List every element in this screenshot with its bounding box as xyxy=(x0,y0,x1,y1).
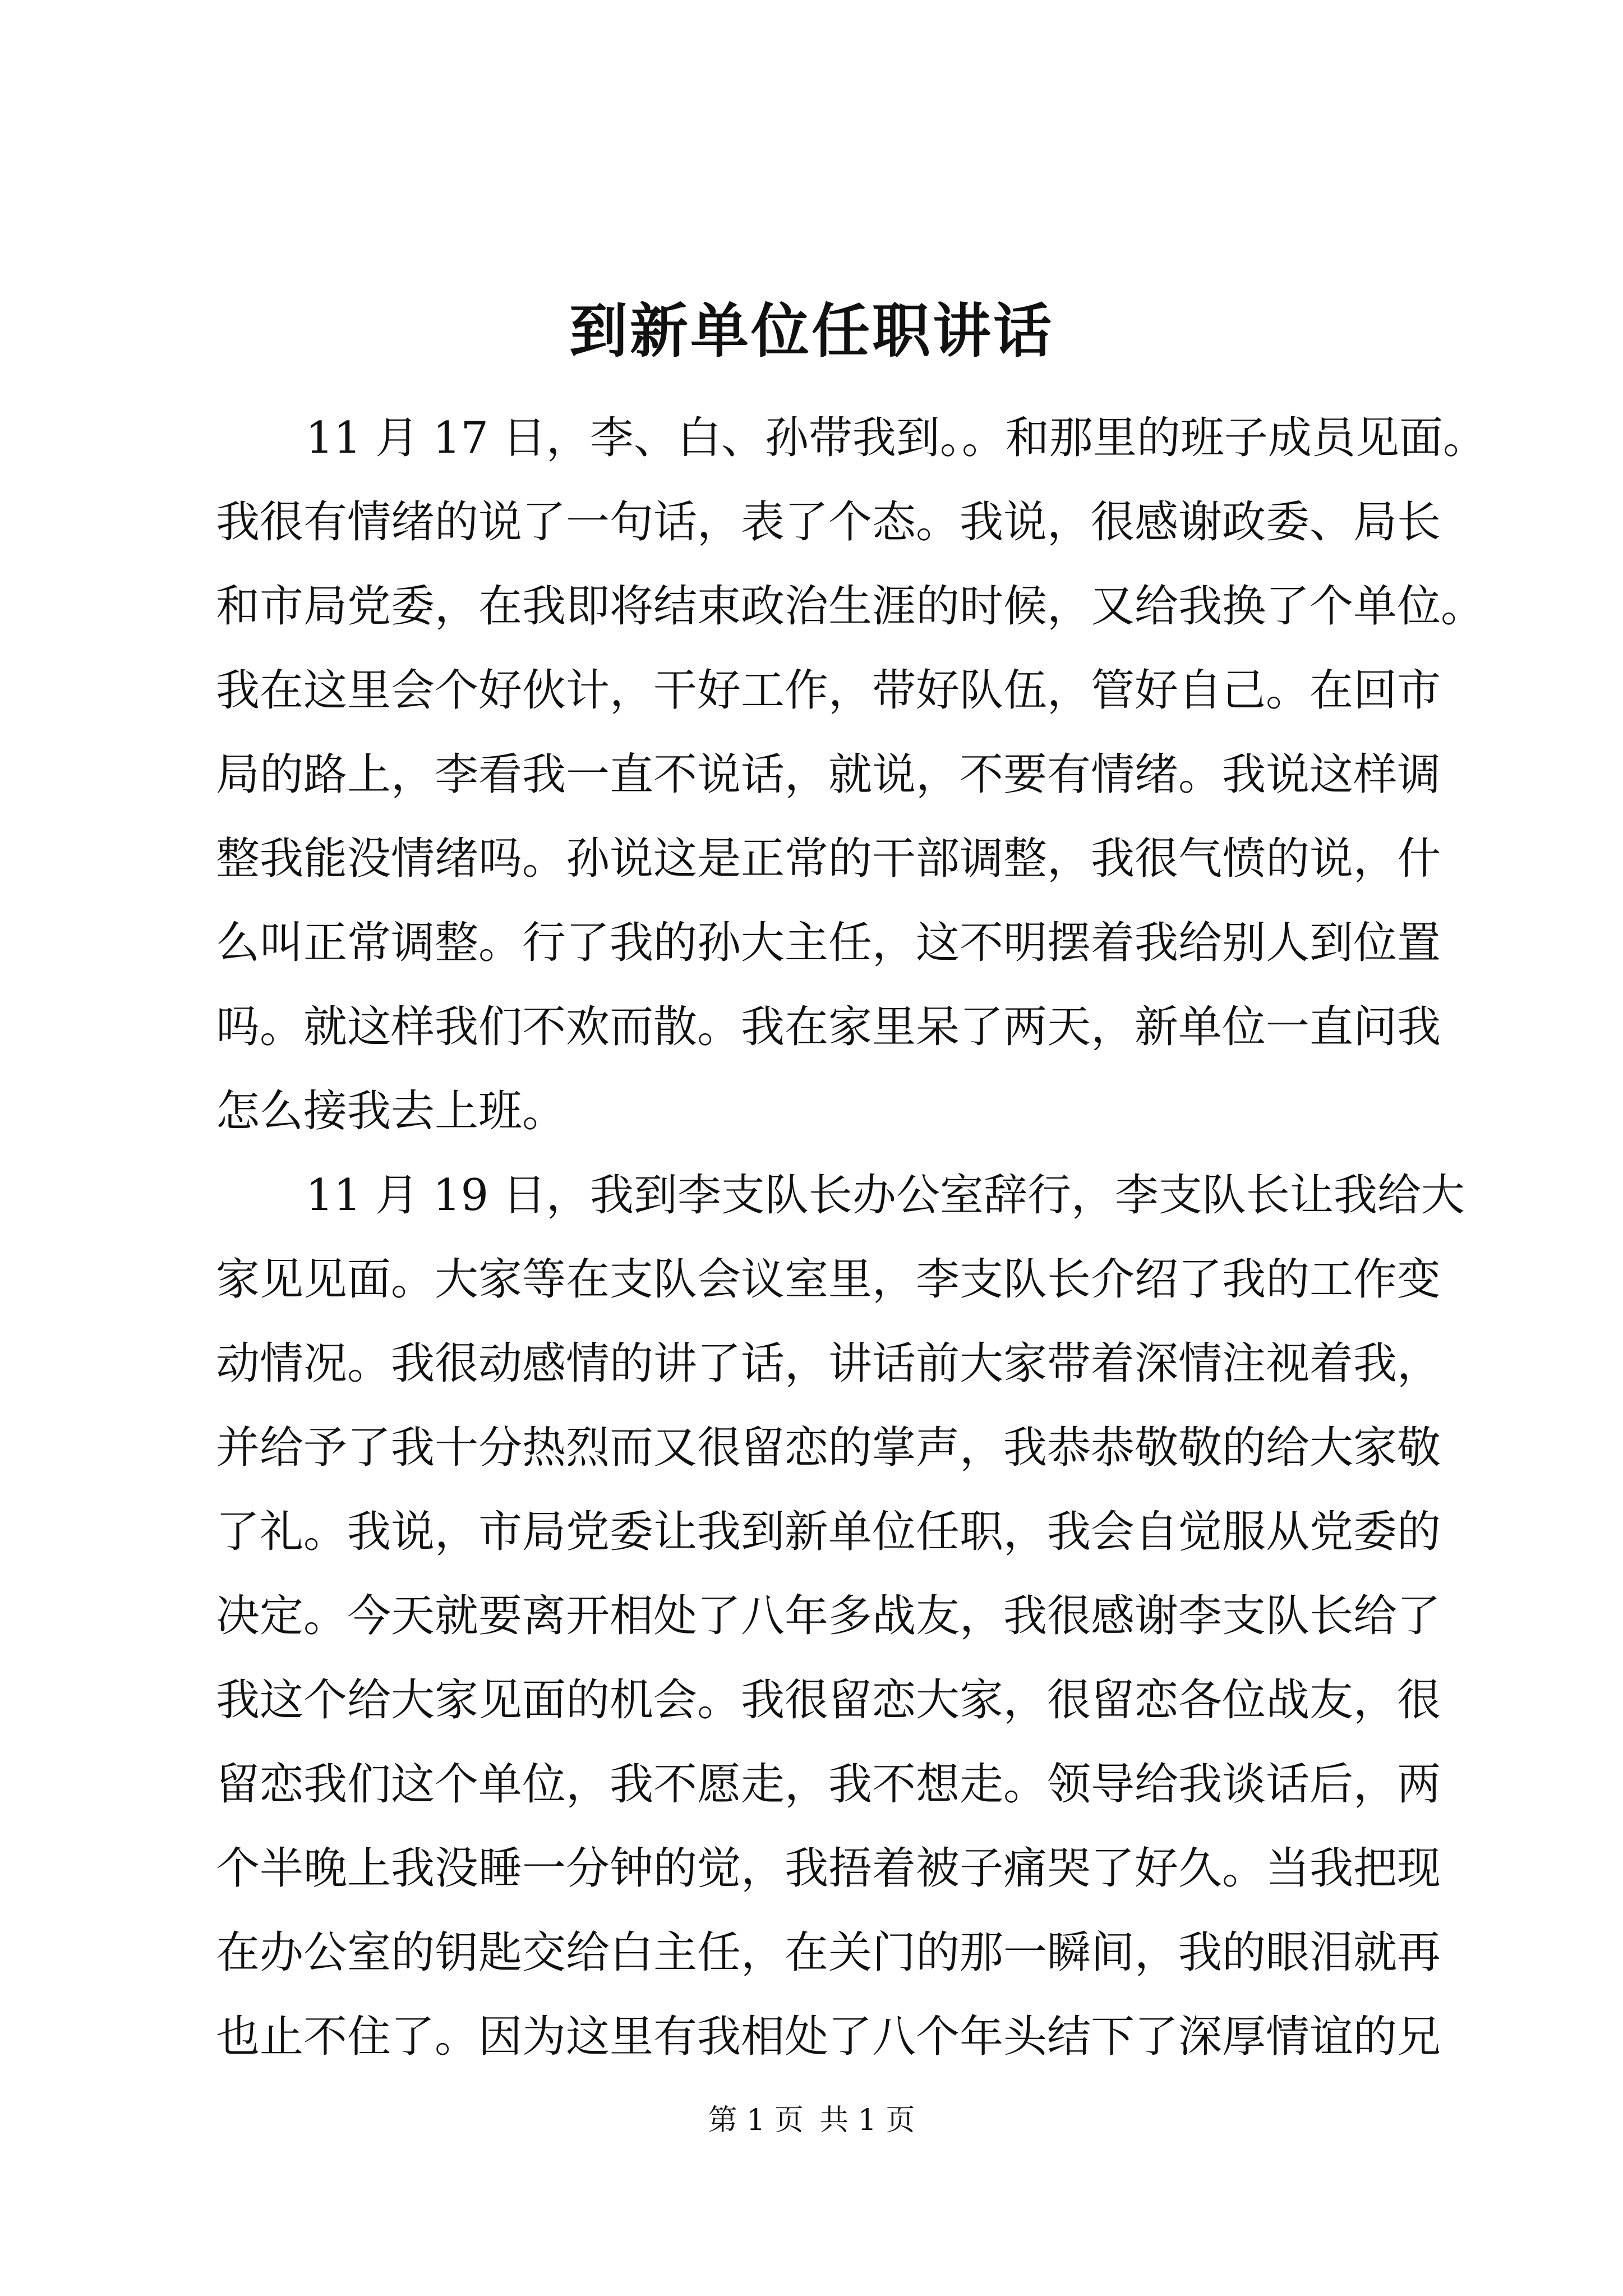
paragraph-2 xyxy=(216,1153,1465,2079)
paragraph-line: 我在这里会个好伙计，干好工作，带好队伍，管好自己。在回市 xyxy=(216,665,1441,716)
document-title: 到新单位任职讲话 xyxy=(569,296,1054,365)
paragraph-line: 个半晚上我没睡一分钟的觉，我捂着被子痛哭了好久。当我把现 xyxy=(216,1843,1441,1894)
paragraph-line: 也止不住了。因为这里有我相处了八个年头结下了深厚情谊的兄 xyxy=(216,2012,1441,2062)
paragraph-line: 我这个给大家见面的机会。我很留恋大家，很留恋各位战友，很 xyxy=(216,1675,1441,1726)
paragraph-line: 11 月 17 日，李、白、孙带我到。。和那里的班子成员见面。 xyxy=(306,413,1487,463)
paragraph-line: 我很有情绪的说了一句话，表了个态。我说，很感谢政委、局长 xyxy=(216,497,1441,547)
paragraph-line: 么叫正常调整。行了我的孙大主任，这不明摆着我给别人到位置 xyxy=(216,918,1441,968)
paragraph-line: 留恋我们这个单位，我不愿走，我不想走。领导给我谈话后，两 xyxy=(216,1759,1441,1810)
paragraph-line: 和市局党委，在我即将结束政治生涯的时候，又给我换了个单位。 xyxy=(216,581,1485,632)
paragraph-line: 决定。今天就要离开相处了八年多战友，我很感谢李支队长给了 xyxy=(216,1591,1441,1641)
paragraph-line: 11 月 19 日，我到李支队长办公室辞行，李支队长让我给大 xyxy=(306,1170,1465,1221)
paragraph-line: 局的路上，李看我一直不说话，就说，不要有情绪。我说这样调 xyxy=(216,749,1441,800)
page-footer xyxy=(0,2101,1623,2140)
paragraph-line: 整我能没情绪吗。孙说这是正常的干部调整，我很气愤的说，什 xyxy=(216,834,1441,884)
page-number: 第 1 页 xyxy=(708,2104,804,2137)
paragraph-1 xyxy=(216,396,1487,1153)
paragraph-line: 动情况。我很动感情的讲了话，讲话前大家带着深情注视着我， xyxy=(216,1338,1441,1389)
page-total: 共 1 页 xyxy=(819,2104,915,2137)
paragraph-line: 吗。就这样我们不欢而散。我在家里呆了两天，新单位一直问我 xyxy=(216,1002,1441,1052)
paragraph-line: 家见见面。大家等在支队会议室里，李支队长介绍了我的工作变 xyxy=(216,1254,1441,1305)
paragraph-line: 并给予了我十分热烈而又很留恋的掌声，我恭恭敬敬的给大家敬 xyxy=(216,1423,1441,1473)
paragraph-line: 怎么接我去上班。 xyxy=(216,1086,566,1137)
paragraph-line: 在办公室的钥匙交给白主任，在关门的那一瞬间，我的眼泪就再 xyxy=(216,1927,1441,1978)
paragraph-line: 了礼。我说，市局党委让我到新单位任职，我会自觉服从党委的 xyxy=(216,1507,1441,1557)
document-body xyxy=(216,396,1487,2079)
